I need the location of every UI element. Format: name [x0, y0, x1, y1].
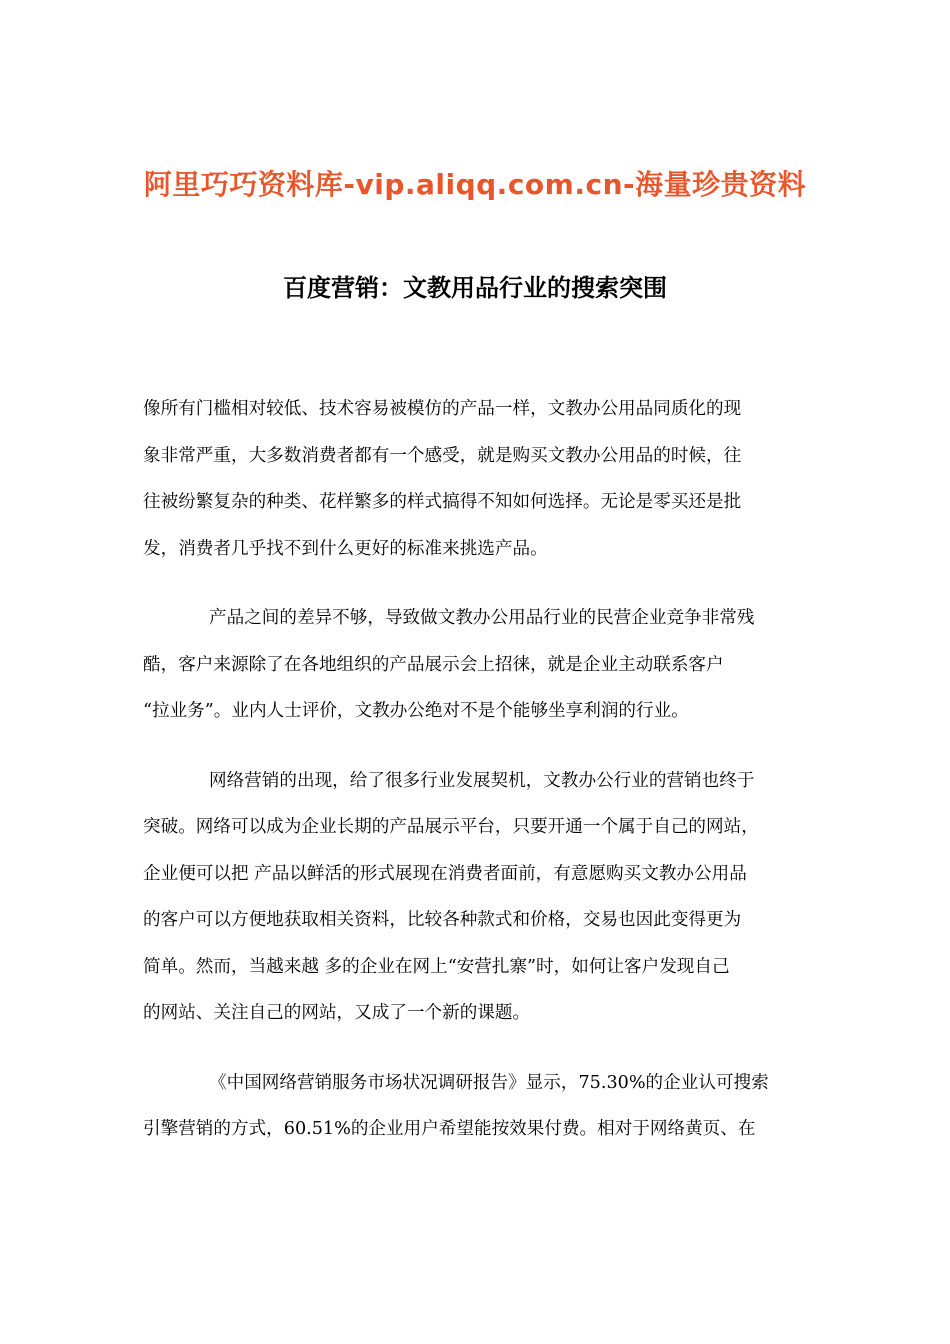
- text-line: 产品之间的差异不够，导致做文教办公用品行业的民营企业竞争非常残: [209, 608, 755, 628]
- paragraph-2: [143, 595, 807, 735]
- paragraph-3: [143, 758, 807, 1037]
- paragraph-1: [143, 386, 807, 572]
- text-line: 酷，客户来源除了在各地组织的产品展示会上招徕，就是企业主动联系客户: [143, 654, 724, 675]
- banner-text: 阿里巧巧资料库-vip.aliqq.com.cn-海量珍贵资料: [143, 168, 807, 201]
- article-body: [143, 386, 807, 1176]
- text-line: 的客户可以方便地获取相关资料，比较各种款式和价格，交易也因此变得更为: [143, 910, 742, 930]
- watermark-banner: [0, 160, 950, 210]
- text-line: 突破。网络可以成为企业长期的产品展示平台，只要开通一个属于自己的网站，: [143, 817, 759, 837]
- text-line: 《中国网络营销服务市场状况调研报告》显示，75.30%的企业认可搜索: [209, 1072, 769, 1093]
- text-line: 象非常严重，大多数消费者都有一个感受，就是购买文教办公用品的时候，往: [143, 445, 742, 466]
- text-line: 往被纷繁复杂的种类、花样繁多的样式搞得不知如何选择。无论是零买还是批: [143, 492, 742, 512]
- text-line: 像所有门槛相对较低、技术容易被模仿的产品一样，文教办公用品同质化的现: [143, 399, 742, 419]
- text-line: 发，消费者几乎找不到什么更好的标准来挑选产品。: [143, 538, 548, 559]
- text-line: “拉业务”。业内人士评价，文教办公绝对不是个能够坐享利润的行业。: [143, 701, 689, 721]
- text-line: 引擎营销的方式，60.51%的企业用户希望能按效果付费。相对于网络黄页、在: [143, 1119, 756, 1139]
- text-line: 的网站、关注自己的网站，又成了一个新的课题。: [143, 1003, 531, 1023]
- text-line: 网络营销的出现，给了很多行业发展契机，文教办公行业的营销也终于: [209, 770, 755, 791]
- paragraph-4: [143, 1060, 807, 1153]
- text-line: 企业便可以把 产品以鲜活的形式展现在消费者面前，有意愿购买文教办公用品: [143, 863, 747, 884]
- page-title: 百度营销：文教用品行业的搜索突围: [283, 274, 667, 302]
- text-line: 简单。然而，当越来越 多的企业在网上“安营扎寨”时，如何让客户发现自己: [143, 956, 730, 977]
